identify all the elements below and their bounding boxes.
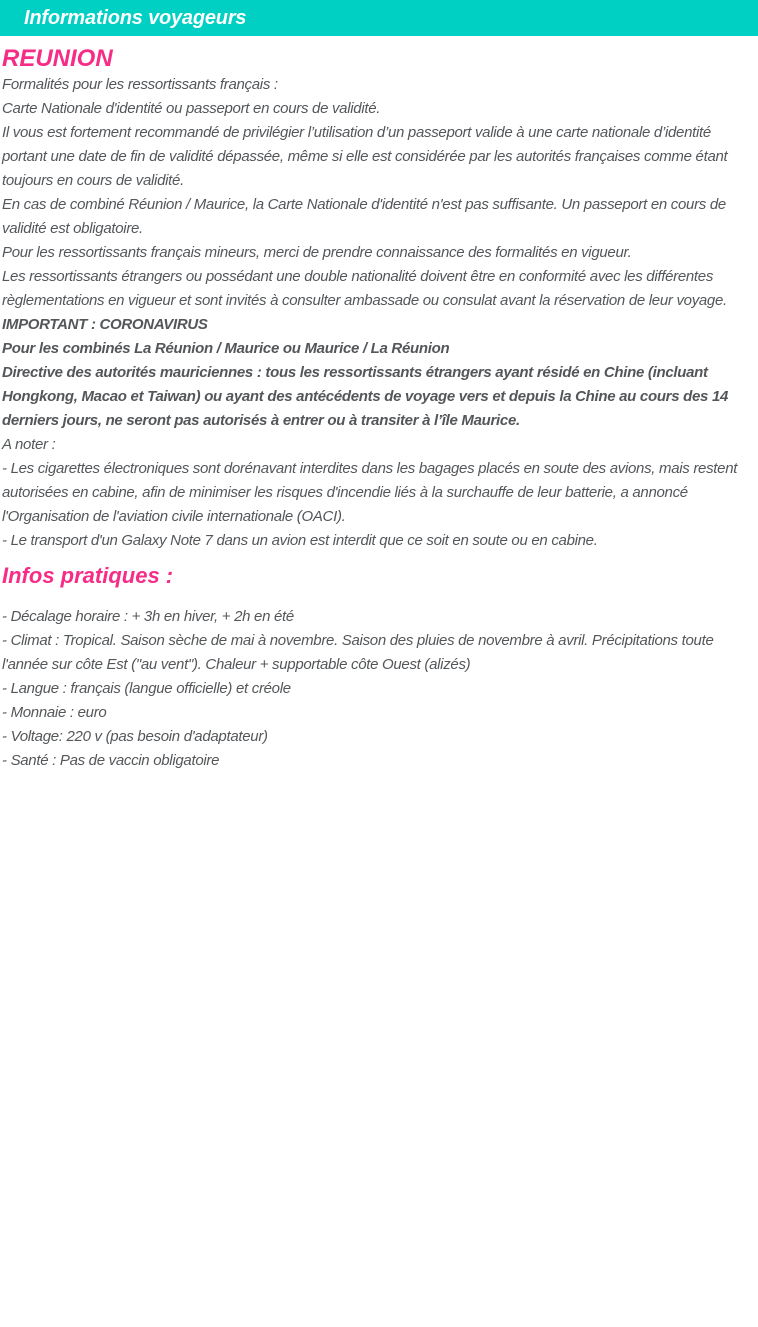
paragraph-carte-identite: Carte Nationale d'identité ou passeport en cours de validité. — [2, 100, 381, 117]
info-item-decalage-horaire: - Décalage horaire : + 3h en hiver, + 2h en été — [2, 608, 294, 625]
paragraph-cigarettes-electroniques: - Les cigarettes électroniques sont dorénavant interdites dans les bagages placés en soute des avions, mais restent autorisées en cabine, afin de minimiser les risques d'incendie liés à la surchauffe de leur batterie, a annoncé l'Organisation de l'aviation civile internationale (OACI). — [2, 460, 738, 525]
paragraph-passeport-recommande: Il vous est fortement recommandé de privilégier l’utilisation d’un passeport valide à une carte nationale d’identité portant une date de fin de validité dépassée, même si elle est considérée par les autorités françaises comme étant toujours en cours de validité. — [2, 124, 728, 189]
paragraph-combine-reunion-maurice: En cas de combiné Réunion / Maurice, la Carte Nationale d'identité n'est pas suffisante. Un passeport en cours de validité est obligatoire. — [2, 196, 726, 237]
travel-info-header-title: Informations voyageurs — [24, 6, 247, 29]
paragraph-ressortissants-etrangers: Les ressortissants étrangers ou possédant une double nationalité doivent être en conformité avec les différentes règlementations en vigueur et sont invités à consulter ambassade ou consulat avant la réservation de leur voyage. — [2, 268, 727, 309]
info-item-sante: - Santé : Pas de vaccin obligatoire — [2, 752, 220, 769]
info-item-langue: - Langue : français (langue officielle) et créole — [2, 680, 291, 697]
region-title: REUNION — [2, 45, 113, 72]
info-item-monnaie: - Monnaie : euro — [2, 704, 107, 721]
important-coronavirus-label: IMPORTANT : CORONAVIRUS — [2, 316, 208, 333]
infos-pratiques-title: Infos pratiques : — [2, 563, 174, 588]
travel-info-header-bar — [0, 0, 758, 36]
paragraph-mineurs: Pour les ressortissants français mineurs, merci de prendre connaissance des formalités en vigueur. — [2, 244, 632, 261]
info-item-voltage: - Voltage: 220 v (pas besoin d'adaptateur) — [2, 728, 268, 745]
travel-info-content — [0, 45, 758, 773]
note-label: A noter : — [2, 436, 56, 453]
paragraph-directive-mauricienne: Directive des autorités mauriciennes : tous les ressortissants étrangers ayant résidé en Chine (incluant Hongkong, Macao et Taiwan) ou ayant des antécédents de voyage vers et depuis la Chine au cours des 14 derniers jours, ne seront pas autorisés à entrer ou à transiter à l’île Maurice. — [2, 364, 729, 429]
paragraph-galaxy-note7: - Le transport d'un Galaxy Note 7 dans un avion est interdit que ce soit en soute ou en cabine. — [2, 532, 598, 549]
paragraph-combines-bold: Pour les combinés La Réunion / Maurice ou Maurice / La Réunion — [2, 340, 450, 357]
paragraph-formalites-intro: Formalités pour les ressortissants français : — [2, 76, 278, 93]
infos-pratiques-list — [2, 605, 756, 773]
info-item-climat: - Climat : Tropical. Saison sèche de mai à novembre. Saison des pluies de novembre à avril. Précipitations toute l'année sur côte Est ("au vent"). Chaleur + supportable côte Ouest (alizés) — [2, 632, 714, 673]
